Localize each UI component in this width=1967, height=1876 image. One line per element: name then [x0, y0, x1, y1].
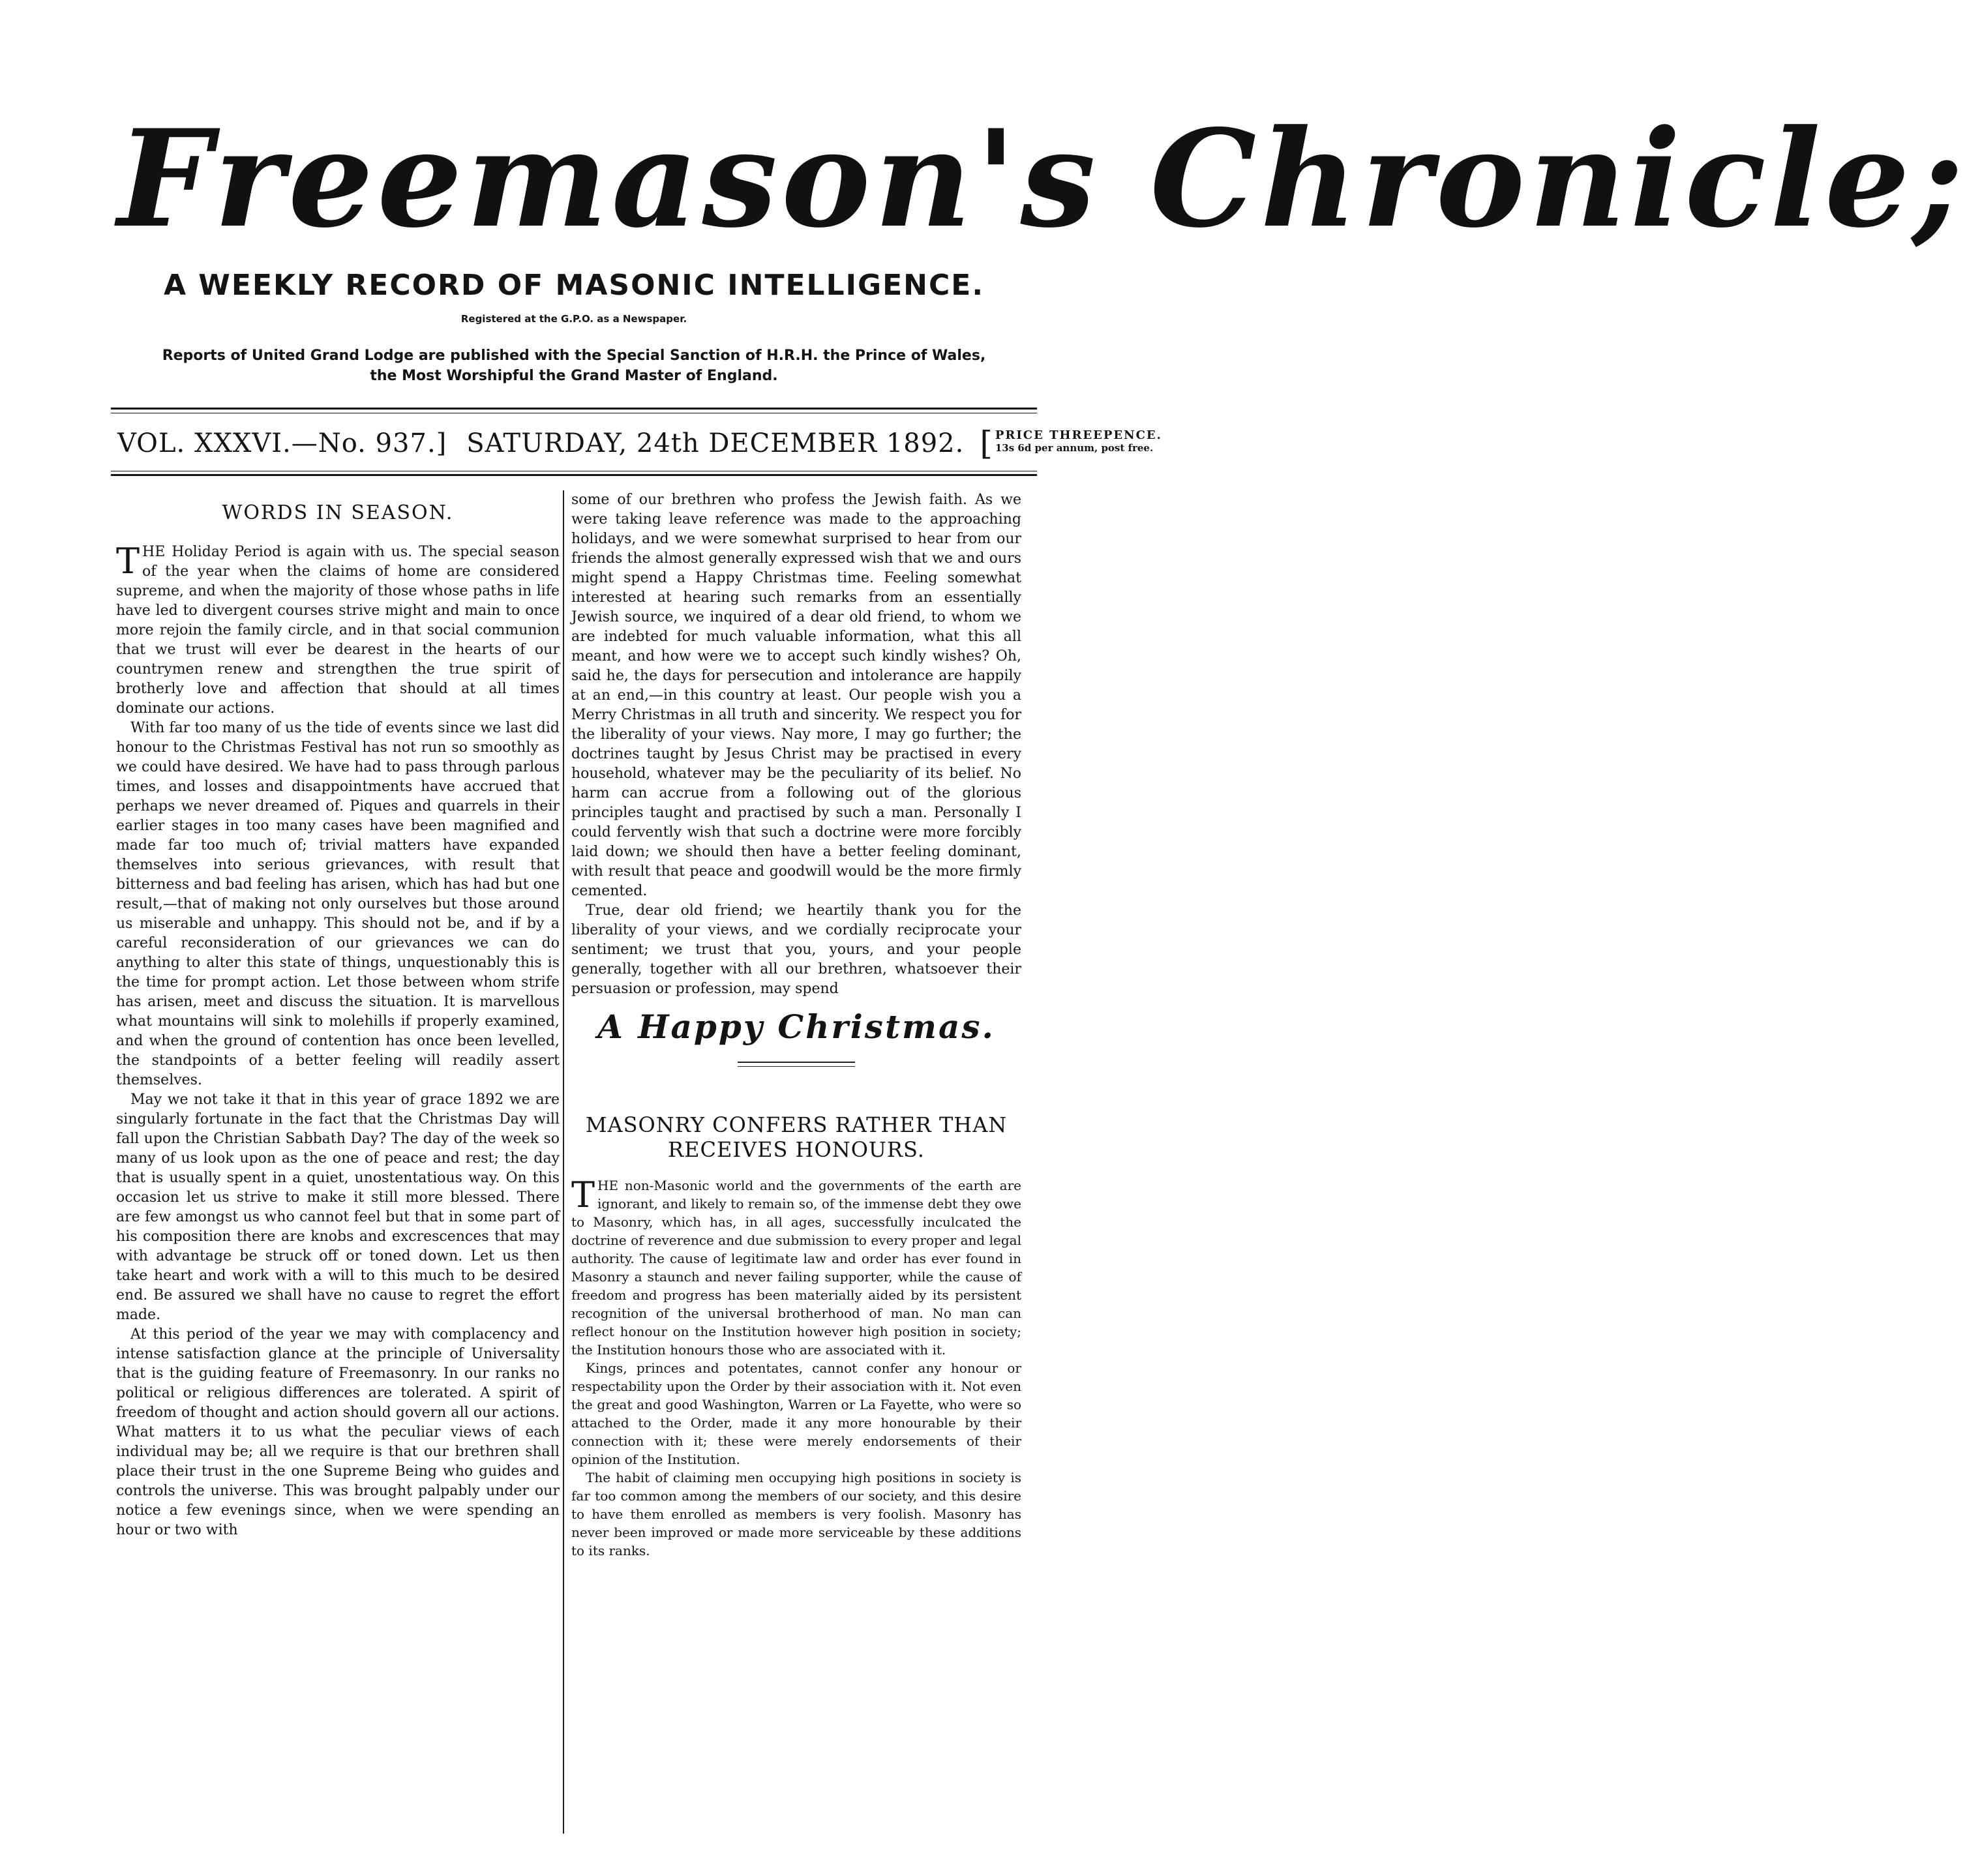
article-paragraph: THE Holiday Period is again with us. The special season of the year when the claims of home are considered supreme, and when the majority of those whose paths in life have led to divergent courses strive might and main to once more rejoin the family circle, and in that social communion that we trust will ever be dearest in the hearts of our countrymen renew and strengthen the true spirit of brotherly love and affection that should at all times dominate our actions.	[116, 541, 560, 717]
article-paragraph: May we not take it that in this year of grace 1892 we are singularly fortunate in the fact that the Christmas Day will fall upon the Christian Sabbath Day? The day of the week so many of us look upon as the one of peace and rest; the day that is usually spent in a quiet, unostentatious way. On this occasion let us strive to make it still more blessed. There are few amongst us who cannot feel but that in some part of his composition there are knobs and excrescences that may with advantage be struck off or toned down. Let us then take heart and work with a will to this much to be desired end. Be assured we shall have no cause to regret the effort made.	[116, 1092, 560, 1323]
section-divider-thin	[738, 1066, 855, 1067]
issue-volume: VOL. XXXVI.—No. 937.]	[117, 428, 447, 458]
issue-price	[980, 424, 1162, 462]
issue-line	[117, 424, 1162, 463]
masthead-subtitle: A WEEKLY RECORD OF MASONIC INTELLIGENCE.	[163, 269, 985, 302]
drop-cap: T	[116, 541, 140, 582]
masthead-rule-top	[111, 408, 1037, 409]
drop-cap: T	[571, 1174, 595, 1215]
registered-notice: Registered at the G.P.O. as a Newspaper.	[460, 313, 687, 325]
right-column	[571, 490, 1021, 1560]
issue-rule-thick	[111, 474, 1037, 476]
article-continuation: some of our brethren who profess the Jewish faith. As we were taking leave reference was made to the approaching holidays, and we were somewhat surprised to hear from our friends the almost generally expressed wish that we and ours might spend a Happy Christmas time. Feeling somewhat interested at hearing such remarks from an essentially Jewish source, we inquired of a dear old friend, to whom we are indebted for much valuable information, what this all meant, and how were we to accept such kindly wishes? Oh, said he, the days for persecution and intolerance are happily at an end,—in this country at least. Our people wish you a Merry Christmas in all truth and sincerity. We respect you for the liberality of your views. Nay more, I may go further; the doctrines taught by Jesus Christ may be practised in every household, whatever may be the peculiarity of its belief. No harm can accrue from a following out of the glorious principles taught and practised by such a man. Personally I could fervently wish that such a doctrine were more forcibly laid down; we should then have a better feeling dominant, with result that peace and goodwill would be the more firmly cemented.	[571, 492, 1021, 899]
article-body-masonry	[571, 1176, 1021, 1560]
left-column	[116, 490, 560, 1540]
section-divider	[738, 1062, 855, 1063]
article-heading-words-in-season: WORDS IN SEASON.	[222, 501, 454, 524]
reports-line-1: Reports of United Grand Lodge are published with the Special Sanction of H.R.H. the Prince of Wales,	[162, 348, 986, 364]
christmas-greeting: A Happy Christmas.	[597, 1007, 995, 1046]
reports-line-2: the Most Worshipful the Grand Master of England.	[370, 368, 778, 384]
article-paragraph: With far too many of us the tide of events since we last did honour to the Christmas Festival has not run so smoothly as we could have desired. We have had to pass through parlous times, and losses and disappointments have accrued that perhaps we never dreamed of. Piques and quarrels in their earlier stages in too many cases have been magnified and made far too much of; trivial matters have expanded themselves into serious grievances, with result that bitterness and bad feeling has arisen, which has had but one result,—that of making not only ourselves but those around us miserable and unhappy. This should not be, and if by a careful reconsideration of our grievances we can do anything to alter this state of things, unquestionably this is the time for prompt action. Let those between whom strife has arisen, meet and discuss the situation. It is marvellous what mountains will sink to molehills if properly examined, and when the ground of contention has once been levelled, the standpoints of a better feeling will readily assert themselves.	[116, 720, 560, 1088]
article-heading-masonry-confers: MASONRY CONFERS RATHER THAN RECEIVES HONOURS.	[585, 1112, 1008, 1162]
issue-date: SATURDAY, 24th DECEMBER 1892.	[466, 428, 965, 458]
article-paragraph: Kings, princes and potentates, cannot confer any honour or respectability upon the Order by their association with it. Not even the great and good Washington, Warren or La Fayette, who were so attached to the Order, made it any more honourable by their connection with it; these were merely endorsements of their opinion of the Institution.	[571, 1360, 1021, 1467]
masthead-title: Freemason's Chronicle;	[117, 101, 1967, 258]
article-paragraph: At this period of the year we may with complacency and intense satisfaction glance at the principle of Universality that is the guiding feature of Freemasonry. In our ranks no political or religious differences are tolerated. A spirit of freedom of thought and action should govern all our actions. What matters it to us what the peculiar views of each individual may be; all we require is that our brethren shall place their trust in the one Supreme Being who guides and controls the universe. This was brought palpably under our notice a few evenings since, when we were spending an hour or two with	[116, 1326, 560, 1538]
reports-notice	[111, 346, 1037, 386]
price-bracket: [	[980, 424, 993, 462]
article-paragraph: True, dear old friend; we heartily thank you for the liberality of your views, and we cordially reciprocate your sentiment; we trust that you, yours, and your people generally, together with all our brethren, whatsoever their persuasion or profession, may spend	[571, 902, 1021, 997]
article-paragraph: THE non-Masonic world and the governments of the earth are ignorant, and likely to remain so, of the immense debt they owe to Masonry, which has, in all ages, successfully inculcated the doctrine of reverence and due submission to every proper and legal authority. The cause of legitimate law and order has ever found in Masonry a staunch and never failing supporter, while the cause of freedom and progress has been materially aided by its persistent recognition of the universal brotherhood of man. No man can reflect honour on the Institution however high position in society; the Institution honours those who are associated with it.	[571, 1174, 1021, 1358]
price-label: PRICE THREEPENCE.	[995, 428, 1162, 442]
column-separator	[563, 490, 564, 1834]
article-paragraph: The habit of claiming men occupying high positions in society is far too common among the members of our society, and this desire to have them enrolled as members is very foolish. Masonry has never been improved or made more serviceable by these additions to its ranks.	[571, 1470, 1021, 1558]
price-subscription: 13s 6d per annum, post free.	[995, 442, 1154, 454]
